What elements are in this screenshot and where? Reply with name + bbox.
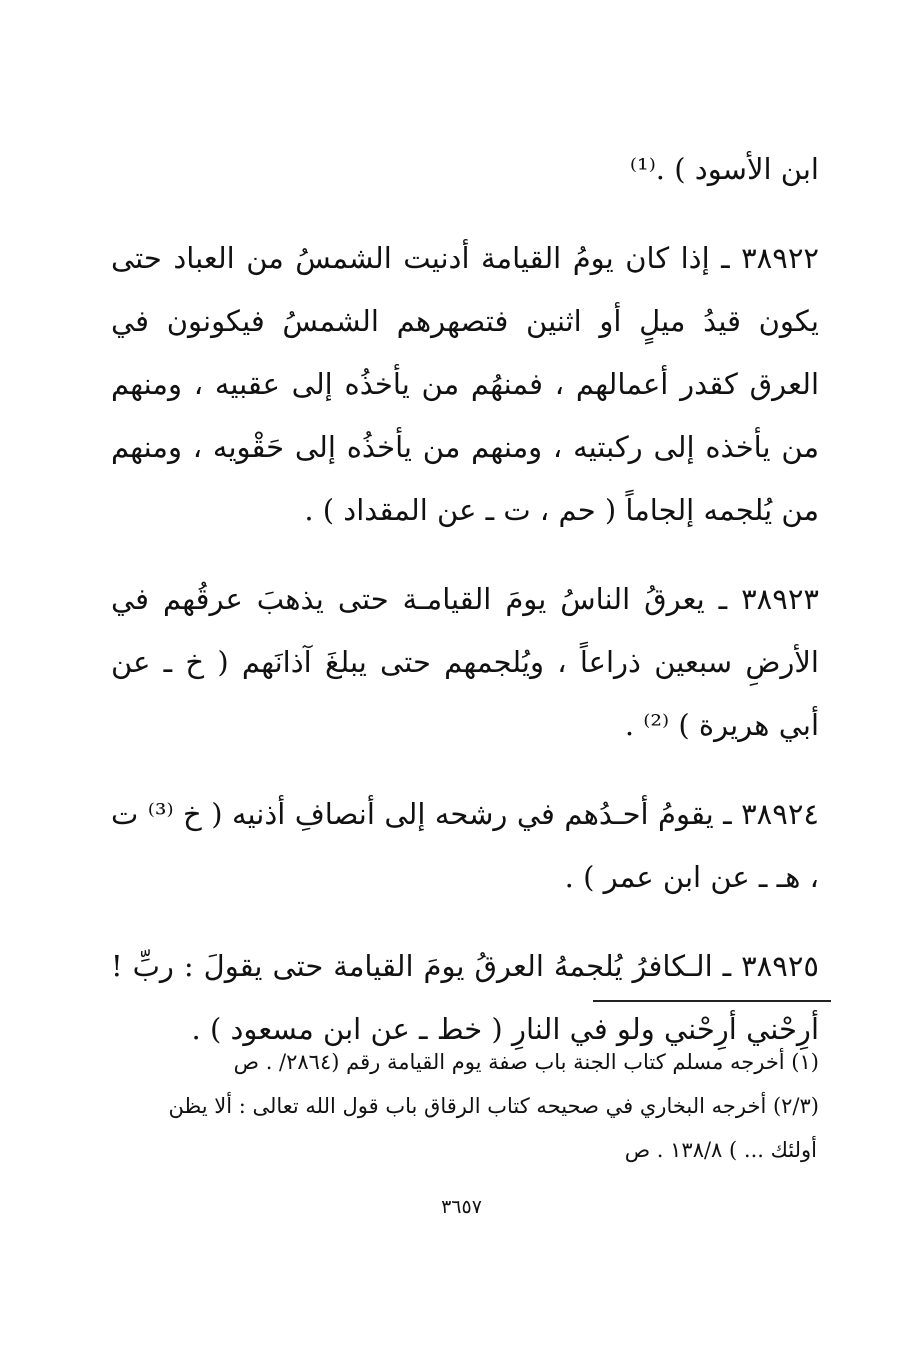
footnote-2-3: (٢/٣) أخرجه البخاري في صحيحه كتاب الرقاق باب قول الله تعالى : ألا يظن: [168, 1094, 819, 1118]
footnote-divider: [593, 1000, 831, 1002]
page-number: ٣٦٥٧: [441, 1196, 482, 1218]
footnotes: [111, 1040, 819, 1172]
hadith-entry-38925: ٣٨٩٢٥ ـ الـكافرُ يُلجمهُ العرقُ يومَ القيامة حتى يقولَ : ربِّ ! أرِحْني أرِحْني ولو في النارِ ( خط ـ عن ابن مسعود ) .: [111, 949, 819, 1046]
hadith-entry-continuation: ابن الأسود ) .⁽¹⁾: [629, 152, 819, 186]
hadith-entry-38924: ٣٨٩٢٤ ـ يقومُ أحـدُهم في رشحه إلى أنصافِ أذنيه ( خ ⁽³⁾ ت ، هـ ـ عن ابن عمر ) .: [111, 797, 819, 894]
main-text: [111, 138, 819, 1061]
footnote-2-3-continuation: أولئك ... ) ١٣٨/٨ . ص: [624, 1138, 817, 1162]
footnote-1: (١) أخرجه مسلم كتاب الجنة باب صفة يوم القيامة رقم (٢٨٦٤/ . ص: [233, 1050, 819, 1074]
hadith-entry-38922: ٣٨٩٢٢ ـ إذا كان يومُ القيامة أدنيت الشمسُ من العباد حتى يكون قيدُ ميلٍ أو اثنين فتصهرهم الشمسُ فيكونون في العرق كقدر أعمالهم ، فمنهُم من يأخذُه إلى عقبيه ، ومنهم من يأخذه إلى ركبتيه ، ومنهم من يأخذُه إلى حَقْويه ، ومنهم من يُلجمه إلجاماً ( حم ، ت ـ عن المقداد ) .: [111, 241, 820, 527]
hadith-entry-38923: ٣٨٩٢٣ ـ يعرقُ الناسُ يومَ القيامـة حتى يذهبَ عرقُهم في الأرضِ سبعين ذراعاً ، ويُلجمهم حتى يبلغَ آذانَهم ( خ ـ عن أبي هريرة ) ⁽²⁾ .: [111, 582, 819, 742]
